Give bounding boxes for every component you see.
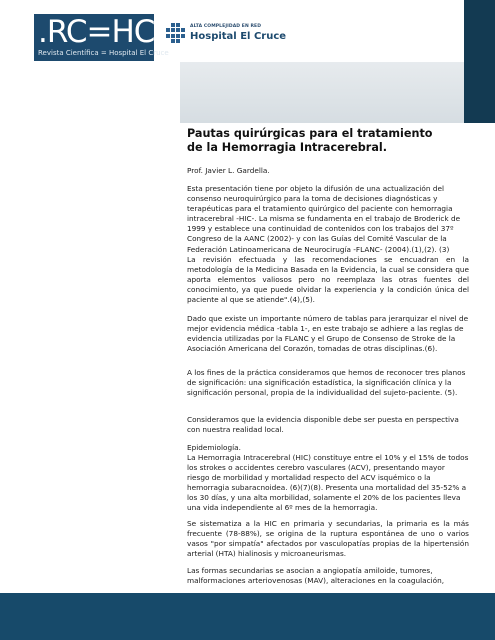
paragraph: Consideramos que la evidencia disponible debe ser puesta en perspectiva con nuestra realidad local. [187, 415, 459, 435]
paragraph: La revisión efectuada y las recomendaciones se encuadran en la metodología de la Medicina Basada en la Evidencia, la cual se considera que aporta elementos valiosos pero no reemplaza las otras fuentes del conocimiento, ya que puede olvidar la experiencia y la condición única del paciente al que se atiende".(4),(5). [187, 255, 469, 305]
hospital-cross-icon [166, 23, 186, 43]
paragraph-intro [187, 184, 469, 255]
article-author [187, 166, 469, 176]
paragraph: Dado que existe un importante número de tablas para jerarquizar el nivel de mejor evidencia médica -tabla 1-, en este trabajo se adhiere a las reglas de evidencia utilizadas por la FLANC y el Grupo de Consenso de Stroke de la Asociación Americana del Corazón, tomadas de otras disciplinas.(6). [187, 314, 469, 354]
paragraph-planes [187, 368, 469, 398]
paragraph-perspective [187, 415, 469, 435]
journal-logo-mark: .RC=HC [38, 14, 155, 50]
section-heading: Epidemiología. [187, 443, 241, 452]
hospital-tagline: ALTA COMPLEJIDAD EN RED [190, 24, 262, 29]
hospital-name: Hospital El Cruce [190, 31, 287, 42]
paragraph-epidemiology [187, 453, 469, 514]
paragraph: La Hemorragia Intracerebral (HIC) constituye entre el 10% y el 15% de todos los strokes o accidentes cerebro vasculares (ACV), presentando mayor riesgo de morbilidad y mortalidad respecto del ACV isquémico o la hemorragia subaracnoidea. (6)(7)(8). Presenta una mortalidad del 35-52% a los 30 días, y una alta morbilidad, solamente el 20% de los pacientes lleva una vida independiente al 6º mes de la hemorragia. [187, 453, 469, 513]
paragraph: Las formas secundarias se asocian a angiopatía amiloide, tumores, malformaciones arteriovenosas (MAV), alteraciones en la coagulación, [187, 566, 445, 586]
journal-logo [34, 14, 169, 61]
footer-bar [0, 593, 495, 640]
paragraph-review [187, 255, 469, 305]
section-heading-epidemiology [187, 443, 469, 453]
header-image-panel [180, 62, 495, 123]
paragraph: Se sistematiza a la HIC en primaria y secundarias, la primaria es la más frecuente (78-88%), se origina de la ruptura espontánea de uno o varios vasos "por simpatía" afectados por vasculopatías propias de la hipertensión arterial (HTA) hialinosis y microaneurismas. [187, 519, 469, 559]
header-dark-strip [464, 0, 495, 123]
author-line: Prof. Javier L. Gardella. [187, 166, 270, 175]
paragraph-evidence [187, 314, 469, 354]
paragraph-classification [187, 519, 469, 559]
journal-logo-subtitle: Revista Científica = Hospital El Cruce [38, 49, 169, 57]
paragraph: A los fines de la práctica consideramos que hemos de reconocer tres planos de significación: una significación estadística, la significación clínica y la significación personal, propia de la individualidad del sujeto-paciente. (5). [187, 368, 466, 398]
paragraph-secondary [187, 566, 469, 586]
paragraph: Esta presentación tiene por objeto la difusión de una actualización del consenso neuroquirúrgico para la toma de decisiones diagnósticas y terapéuticas para el tratamiento quirúrgico del paciente con hemorragia intracerebral -HIC-. La misma se fundamenta en el trabajo de Broderick de 1999 y establece una continuidad de contenidos con los trabajos del 37º Congreso de la AANC (2002)- y con las Guías del Comité Vascular de la Federación Latinoamericana de Neurocirugía -FLANC- (2004).(1),(2). (3) [187, 184, 461, 254]
article-title: Pautas quirúrgicas para el tratamiento de la Hemorragia Intracerebral. [187, 127, 433, 154]
hospital-logo [166, 22, 296, 52]
